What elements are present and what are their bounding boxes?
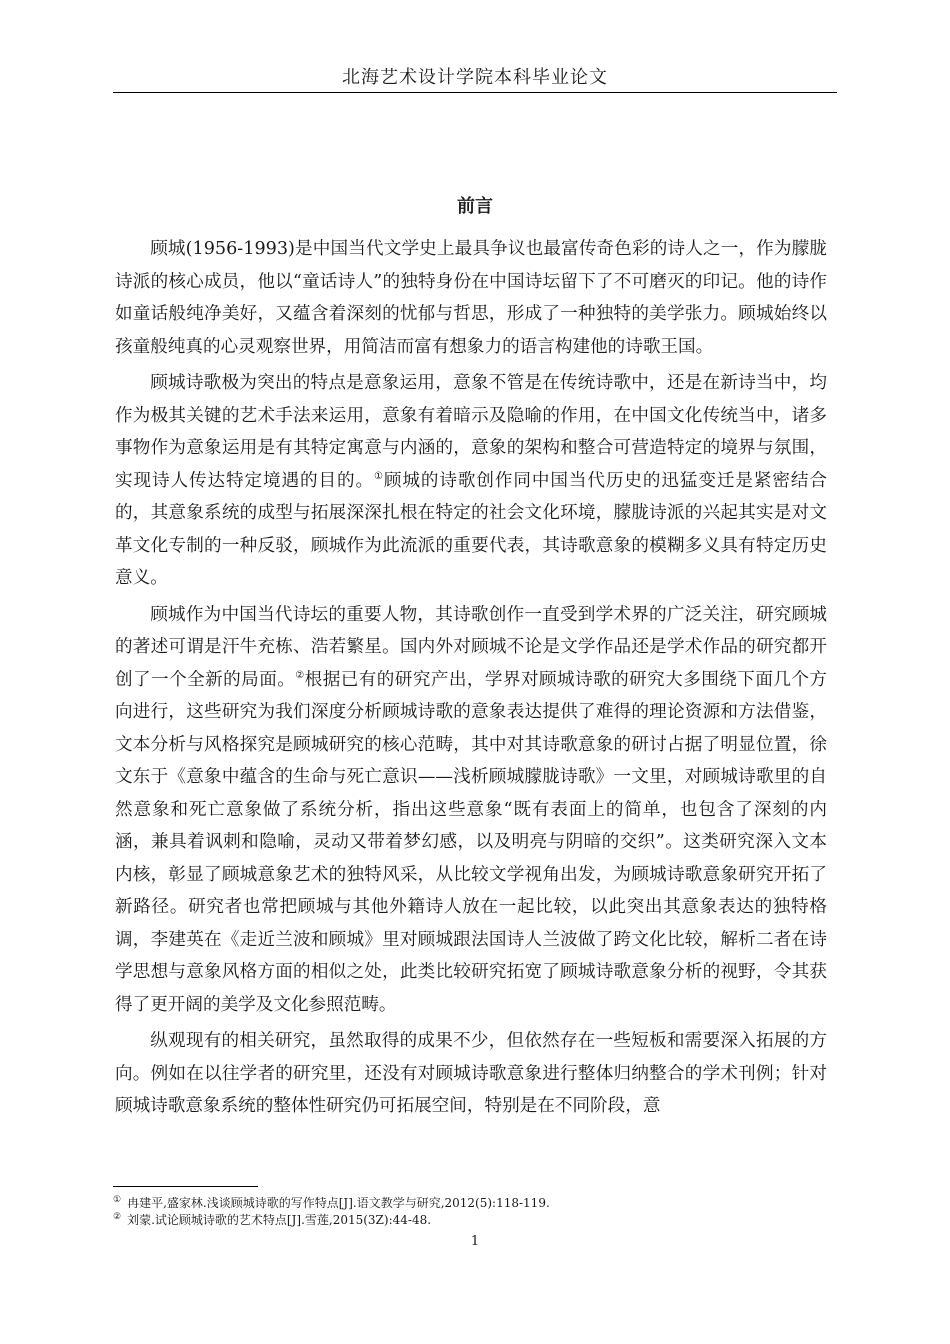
paragraph-2-text-before: 顾城诗歌极为突出的特点是意象运用，意象不管是在传统诗歌中，还是在新诗当中，均作为极其关键的艺术手法来运用，意象有着暗示及隐喻的作用，在中国文化传统当中，诸多事物作为意象运用是有其特定寓意与内涵的，意象的架构和整合可营造特定的境界与氛围，实现诗人传达特定境遇的目的。 xyxy=(115,373,827,491)
paragraph-4: 纵观现有的相关研究，虽然取得的成果不少，但依然存在一些短板和需要深入拓展的方向。例如在以往学者的研究里，还没有对顾城诗歌意象进行整体归纳整合的学术刊例；针对顾城诗歌意象系统的整体性研究仍可拓展空间，特别是在不同阶段，意 xyxy=(115,1031,827,1116)
running-header: 北海艺术设计学院本科毕业论文 xyxy=(342,67,608,88)
body-text xyxy=(115,233,827,1127)
footnote-ref-1: ① xyxy=(374,470,384,482)
footnote-2 xyxy=(113,1212,837,1229)
footnote-separator xyxy=(113,1186,258,1187)
section-title: 前言 xyxy=(457,196,493,217)
paragraph-2-text-after: 顾城的诗歌创作同中国当代历史的迅猛变迁是紧密结合的，其意象系统的成型与拓展深深扎根在特定的社会文化环境，朦胧诗派的兴起其实是对文革文化专制的一种反驳，顾城作为此流派的重要代表，其诗歌意象的模糊多义具有特定历史意义。 xyxy=(115,470,827,588)
paragraph-3-text-before: 顾城作为中国当代诗坛的重要人物，其诗歌创作一直受到学术界的广泛关注，研究顾城的著述可谓是汗牛充栋、浩若繁星。国内外对顾城不论是文学作品还是学术作品的研究都开创了一个全新的局面。 xyxy=(115,604,827,690)
paragraph-3 xyxy=(115,599,827,1022)
paragraph-1: 顾城(1956-1993)是中国当代文学史上最具争议也最富传奇色彩的诗人之一，作为朦胧诗派的核心成员，他以“童话诗人”的独特身份在中国诗坛留下了不可磨灭的印记。他的诗作如童话般纯净美好，又蕴含着深刻的忧郁与哲思，形成了一种独特的美学张力。顾城始终以孩童般纯真的心灵观察世界，用简洁而富有想象力的语言构建他的诗歌王国。 xyxy=(115,239,827,357)
paragraph-2 xyxy=(115,367,827,595)
page-number: 1 xyxy=(470,1234,480,1249)
header-rule xyxy=(113,92,837,93)
footnotes xyxy=(113,1195,837,1229)
footnote-text-1: 冉建平,盛家林.浅谈顾城诗歌的写作特点[J].语文教学与研究,2012(5):118-119. xyxy=(127,1196,550,1210)
footnote-text-2: 刘蒙.试论顾城诗歌的艺术特点[J].雪莲,2015(3Z):44-48. xyxy=(127,1213,432,1227)
footnote-mark-1: ① xyxy=(113,1195,122,1205)
footnote-1 xyxy=(113,1195,837,1212)
footnote-ref-2: ② xyxy=(295,669,305,681)
paragraph-3-text-after: 根据已有的研究产出，学界对顾城诗歌的研究大多围绕下面几个方向进行，这些研究为我们深度分析顾城诗歌的意象表达提供了难得的理论资源和方法借鉴，文本分析与风格探究是顾城研究的核心范畴，其中对其诗歌意象的研讨占据了明显位置，徐文东于《意象中蕴含的生命与死亡意识——浅析顾城朦胧诗歌》一文里，对顾城诗歌里的自然意象和死亡意象做了系统分析，指出这些意象“既有表面上的简单，也包含了深刻的内涵，兼具着讽刺和隐喻，灵动又带着梦幻感，以及明亮与阴暗的交织”。这类研究深入文本内核，彰显了顾城意象艺术的独特风采，从比较文学视角出发，为顾城诗歌意象研究开拓了新路径。研究者也常把顾城与其他外籍诗人放在一起比较，以此突出其意象表达的独特格调，李建英在《走近兰波和顾城》里对顾城跟法国诗人兰波做了跨文化比较，解析二者在诗学思想与意象风格方面的相似之处，此类比较研究拓宽了顾城诗歌意象分析的视野，令其获得了更开阔的美学及文化参照范畴。 xyxy=(115,669,827,1015)
footnote-mark-2: ② xyxy=(113,1212,122,1222)
